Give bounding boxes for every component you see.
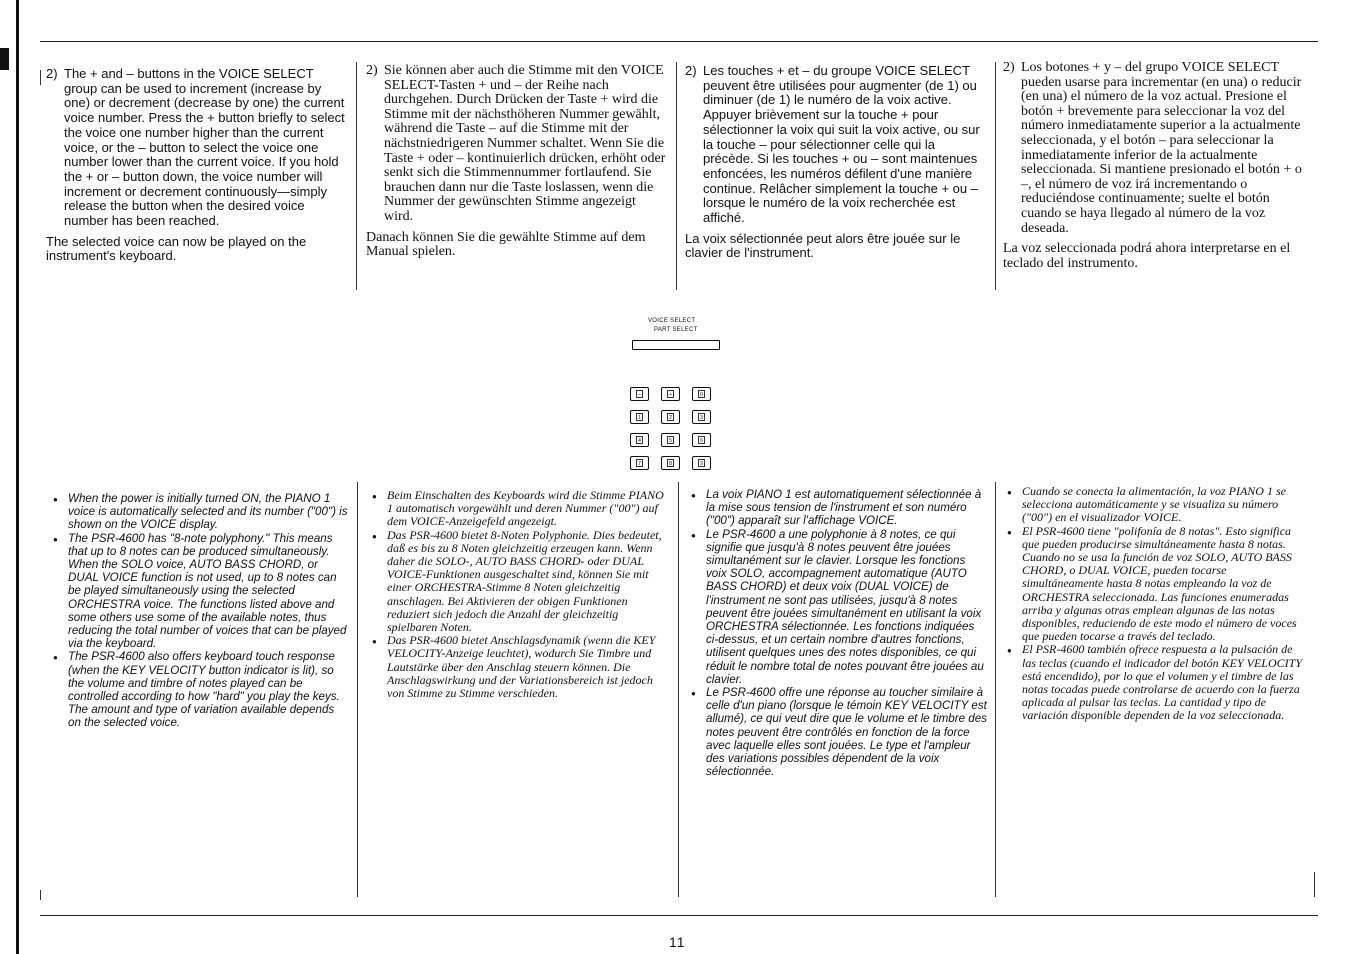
step-number: 2) xyxy=(685,63,697,78)
key-1-button[interactable] xyxy=(630,410,649,424)
note-item: ● El PSR-4600 tiene "polifonía de 8 notas". Esto significa que pueden producirse simultáneamente hasta 8 notas. Cuando no se usa la función de voz SOLO, AUTO BASS CHORD, o DUAL VOICE, pueden tocarse simultáneamente hasta 8 notas empleando la voz de ORCHESTRA seleccionada. Las funciones enumeradas arriba y algunas otras emplean algunas de las notas disponibles, reduciendo de este modo el número de voces que pueden tocarse a través del teclado. xyxy=(1006,525,1306,644)
key-label: 5 xyxy=(667,436,674,444)
key-0-button[interactable] xyxy=(692,387,711,401)
step-number: 2) xyxy=(1003,60,1015,75)
spanish-notes xyxy=(1006,485,1306,723)
column-divider xyxy=(995,482,996,897)
note-item: ● Le PSR-4600 offre une réponse au toucher similaire à celle d'un piano (lorsque le témoin KEY VELOCITY est allumé), ce qui veut dire que le volume et le timbre des notes peuvent être contrôlés en fonction de la force avec laquelle elles sont jouées. Le type et l'ampleur des variations possibles dépendent de la voix sélectionnée. xyxy=(690,686,988,778)
step-text: The + and – buttons in the VOICE SELECT group can be used to increment (increase by one) or decrement (decrease by one) the current voice number. Press the + button briefly to select the voice one number higher than the current voice, or the – button to select the voice one number lower than the current voice. If you hold the + or – button down, the voice number will increment or decrement continuously—simply release the button when the desired voice number has been reached. xyxy=(64,66,345,229)
step-2 xyxy=(46,67,348,229)
step-2 xyxy=(1003,61,1305,236)
note-item: ● The PSR-4600 has "8-note polyphony." This means that up to 8 notes can be produced simultaneously. When the SOLO voice, AUTO BASS CHORD, or DUAL VOICE function is not used, up to 8 notes can be played simultaneously using the selected ORCHESTRA voice. The functions listed above and some others use some of the available notes, thus reducing the total number of voices that can be played via the keyboard. xyxy=(52,532,350,651)
column-tick xyxy=(1314,872,1315,897)
note-item: ● Cuando se conecta la alimentación, la voz PIANO 1 se selecciona automáticamente y se visualiza su número ("00") en el visualizador VOICE. xyxy=(1006,485,1306,525)
key-label: – xyxy=(636,390,643,398)
closing-text: La voix sélectionnée peut alors être jouée sur le clavier de l'instrument. xyxy=(685,230,961,261)
note-item: ● When the power is initially turned ON, the PIANO 1 voice is automatically selected and its number ("00") is shown on the VOICE display. xyxy=(52,492,350,532)
bottom-rule xyxy=(40,915,1318,916)
increment-button[interactable] xyxy=(661,387,680,401)
key-label: 4 xyxy=(636,436,643,444)
closing-text: The selected voice can now be played on the instrument's keyboard. xyxy=(46,233,307,264)
key-label: 2 xyxy=(667,413,674,421)
french-instructions xyxy=(685,64,987,261)
key-label: 7 xyxy=(636,459,643,467)
column-divider xyxy=(995,62,996,290)
spanish-instructions xyxy=(1003,61,1305,271)
column-tick xyxy=(40,70,41,85)
key-6-button[interactable] xyxy=(692,433,711,447)
key-4-button[interactable] xyxy=(630,433,649,447)
column-divider xyxy=(357,482,358,897)
key-7-button[interactable] xyxy=(630,456,649,470)
key-5-button[interactable] xyxy=(661,433,680,447)
binding-mark xyxy=(0,48,9,70)
step-2 xyxy=(685,64,987,226)
note-item: ● Das PSR-4600 bietet Anschlagsdynamik (wenn die KEY VELOCITY-Anzeige leuchtet), wodurch Sie Timbre und Lautstärke über den Anschlag steuern können. Die Anschlagswirkung und der Variationsbereich ist jedoch von Stimme zu Stimme verschieden. xyxy=(371,634,669,700)
column-divider xyxy=(676,62,677,290)
german-notes xyxy=(371,489,669,700)
voice-select-label: VOICE SELECT xyxy=(648,318,696,324)
key-3-button[interactable] xyxy=(692,410,711,424)
key-8-button[interactable] xyxy=(661,456,680,470)
english-notes xyxy=(52,492,350,730)
key-2-button[interactable] xyxy=(661,410,680,424)
english-instructions xyxy=(46,67,348,264)
step-number: 2) xyxy=(366,63,378,78)
key-9-button[interactable] xyxy=(692,456,711,470)
column-divider xyxy=(678,482,679,897)
note-item: ● La voix PIANO 1 est automatiquement sélectionnée à la mise sous tension de l'instrument et son numéro ("00") apparaît sur l'affichage VOICE. xyxy=(690,488,988,528)
note-item: ● The PSR-4600 also offers keyboard touch response (when the KEY VELOCITY button indicator is lit), so the volume and timbre of notes played can be controlled according to how "hard" you play the keys. The amount and type of variation available depends on the selected voice. xyxy=(52,650,350,729)
note-item: ● Le PSR-4600 a une polyphonie à 8 notes, ce qui signifie que jusqu'à 8 notes peuvent être jouées simultanément sur le clavier. Lorsque les fonctions voix SOLO, accompagnement automatique (AUTO BASS CHORD) et deux voix (DUAL VOICE) de l'instrument ne sont pas utilisées, jusqu'à 8 notes peuvent être jouées simultanément en utilisant la voix ORCHESTRA sélectionnée. Les fonctions indiquées ci-dessus, et un certain nombre d'autres fonctions, utilisent quelques unes des notes disponibles, ce qui réduit le nombre total de notes pouvant être jouées au clavier. xyxy=(690,528,988,686)
key-label: 0 xyxy=(698,390,705,398)
binding-line xyxy=(16,0,19,954)
german-instructions xyxy=(366,64,668,260)
decrement-button[interactable] xyxy=(630,387,649,401)
note-item: ● Beim Einschalten des Keyboards wird die Stimme PIANO 1 automatisch vorgewählt und deren Nummer ("00") auf dem VOICE-Anzeigefeld angezeigt. xyxy=(371,489,669,529)
page-number: 11 xyxy=(669,934,686,950)
french-notes xyxy=(690,488,988,778)
step-text: Sie können aber auch die Stimme mit den VOICE SELECT-Tasten + und – der Reihe nach durchgehen. Durch Drücken der Taste + wird die Stimme mit der nächsthöheren Nummer gewählt, während die Taste – auf die Stimme mit der nächstniedrigeren Nummer schaltet. Wenn Sie die Taste + oder – kontinuierlich drücken, erhöht oder senkt sich die Stimmennummer fortlaufend. Sie brauchen dann nur die Taste loslassen, wenn die Nummer der gewünschten Stimme angezeigt wird. xyxy=(384,63,666,224)
key-label: 9 xyxy=(698,459,705,467)
key-label: 8 xyxy=(667,459,674,467)
part-select-label: PART SELECT xyxy=(654,327,698,333)
part-select-button[interactable] xyxy=(632,340,720,350)
column-divider xyxy=(356,62,357,290)
step-number: 2) xyxy=(46,66,58,81)
key-label: 3 xyxy=(698,413,705,421)
binding-edge xyxy=(0,0,22,954)
top-rule xyxy=(40,41,1318,42)
step-text: Los botones + y – del grupo VOICE SELECT pueden usarse para incrementar (en una) o reducir (en una) el número de la voz actual. Presione el botón + brevemente para seleccionar la voz del número inmediatamente superior a la actualmente seleccionada, y el botón – para seleccionar la inmediatamente inferior de la actualmente seleccionada. Si mantiene presionado el botón + o –, el número de voz irá incrementando o reduciéndose continuamente; suelte el botón cuando se haya llegado al número de la voz deseada. xyxy=(1021,60,1302,236)
step-2 xyxy=(366,64,668,225)
key-label: + xyxy=(667,390,674,398)
step-text: Les touches + et – du groupe VOICE SELECT peuvent être utilisées pour augmenter (de 1) ou diminuer (de 1) le numéro de la voix active. Appuyer brièvement sur la touche + pour sélectionner la voix qui suit la voix active, ou sur la touche – pour sélectionner celle qui la précède. Si les touches + ou – sont maintenues enfoncées, les numéros défilent d'une manière continue. Relâcher simplement la touche + ou – lorsque le numéro de la voix recherchée est affiché. xyxy=(703,63,980,226)
note-item: ● El PSR-4600 también ofrece respuesta a la pulsación de las teclas (cuando el indicador del botón KEY VELOCITY está encendido), por lo que el volumen y el timbre de las notas tocadas puede controlarse de acuerdo con la fuerza aplicada al pulsar las teclas. La cantidad y tipo de variación disponible dependen de la voz seleccionada. xyxy=(1006,643,1306,722)
key-label: 1 xyxy=(636,413,643,421)
note-item: ● Das PSR-4600 bietet 8-Noten Polyphonie. Dies bedeutet, daß es bis zu 8 Noten gleichzeitig erzeugen kann. Wenn daher die SOLO-, AUTO BASS CHORD- oder DUAL VOICE-Funktionen ausgeschaltet sind, können Sie mit einer ORCHESTRA-Stimme 8 Noten gleichzeitig anschlagen. Bei Aktivieren der obigen Funktionen reduziert sich jedoch die Anzahl der gleichzeitig spielbaren Noten. xyxy=(371,529,669,635)
column-tick xyxy=(40,890,41,900)
closing-text: Danach können Sie die gewählte Stimme auf dem Manual spielen. xyxy=(366,229,646,260)
closing-text: La voz seleccionada podrá ahora interpretarse en el teclado del instrumento. xyxy=(1003,241,1291,271)
key-label: 6 xyxy=(698,436,705,444)
